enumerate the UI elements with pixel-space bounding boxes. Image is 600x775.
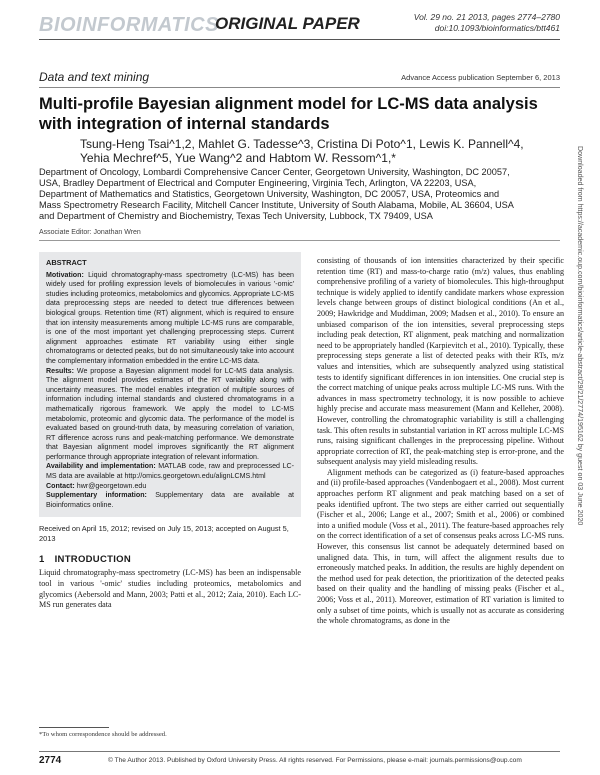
download-note-container	[573, 146, 585, 666]
footnote: *To whom correspondence should be addressed.	[39, 731, 167, 738]
section-number: 1	[39, 554, 45, 566]
left-column	[39, 252, 301, 611]
section-label: Data and text mining	[39, 70, 150, 84]
title-rule	[39, 240, 560, 241]
body-paragraph: Alignment methods can be categorized as (i) feature-based approaches and (ii) profile-based approaches (Vandenbogaert et al., 2008). Most current approaches perform RT alignment and peak matching based on a set of peaks identified upfront. The two steps are either carried out sequentially (Fischer et al., 2006; Lange et al., 2007; Smith et al., 2006) or combined into a unified module (Voss et al., 2011). The feature-based approaches rely on the correct identification of a set of consensus peaks across LC-MS runs. However, this consensus list cannot be adequately determined based on unaligned data. This, in turn, will affect the alignment results due to erroneously matched peaks. In addition, the results are highly dependent on the method used for peak detection, the prioritization of the detected peaks based on their quality and the handling of missing peaks (Fischer et al., 2006; Voss et al., 2011). Moreover, estimation of RT variation is limited to only a subset of time points, which is usually not as accurate as considering the whole chromatograms, as done in the	[317, 467, 564, 626]
footnote-rule	[39, 727, 109, 728]
results-text: We propose a Bayesian alignment model for LC-MS data analysis. The alignment model provides estimates of the RT variability along with uncertainty measures. The model enables integration of multiple sources of information including internal standards and clustered chromatograms in a mathematically rigorous framework. We apply the model to LC-MS metabolomic, proteomic and glycomic data. The performance of the model is evaluated based on ground-truth data, by measuring correlation of variation, RT difference across runs and peak-matching performance. We demonstrate that Bayesian alignment model improves significantly the RT alignment performance through appropriate integration of relevant information.	[46, 366, 294, 461]
contact-email[interactable]: hwr@georgetown.edu	[76, 481, 147, 490]
affiliation-line: Department of Mathematics and Statistics, Georgetown University, Washington, DC 20057, USA, Proteomics and	[39, 189, 500, 199]
abstract-box	[39, 252, 301, 517]
motivation-text: Liquid chromatography-mass spectrometry (LC-MS) has been widely used for profiling expression levels of biomolecules in various '-omic' studies including proteomics, metabolomics and glycomics. Appropriate LC-MS data preprocessing steps are needed to detect true differences between biological groups. Retention time (RT) alignment, which is required to ensure that ion intensity measurements among multiple LC-MS runs are comparable, is one of the most important yet challenging preprocessing steps. Current alignment approaches estimate RT variability using either single chromatograms or detected peaks, but do not simultaneously take into account the complementary information embedded in the entire LC-MS data.	[46, 270, 294, 365]
body-paragraph: consisting of thousands of ion intensities characterized by their specific retention time (RT) and mass-to-charge ratio (m/z) values, thus enabling comprehensive profiling of a variety of biomolecules. This high-throughput technique is widely applied to identify candidate markers whose expression levels change between groups of distinct biological conditions (An et al., 2009; Hawkridge and Muddiman, 2009; Madsen et al., 2010). To ensure an unbiased comparison of the ion intensities, several preprocessing steps including peak detection, RT alignment, peak matching and normalization need to be appropriately handled (Karpievitch et al., 2010). Typically, these preprocessing steps generate a list of detected peaks with their RTs, m/z values and intensities, which are subsequently analyzed using statistical tests to identify significant differences in ion intensities. One crucial step is the correct matching of unique peaks across multiple LC-MS runs. With the advances in mass spectrometry technology, it is now possible to achieve highly precise and accurate mass measurement (Mann and Kelleher, 2008). However, controlling the chromatographic variability is still a challenging task. This often results in substantial variation in RT across multiple LC-MS runs, raising significant challenges in the preprocessing pipeline. Without appropriate correction of RT, the peak-matching step is error-prone, and the subsequent analysis may yield misleading results.	[317, 256, 564, 467]
citation-volume: Vol. 29 no. 21 2013, pages 2774–2780	[413, 12, 560, 22]
supplementary-text: Supplementary data are available at Bioinformatics online.	[46, 491, 294, 509]
section-rule	[39, 87, 560, 88]
author-list	[80, 137, 550, 165]
abstract-results	[46, 367, 294, 463]
paper-title: Multi-profile Bayesian alignment model for LC-MS data analysis with integration of internal standards	[39, 95, 538, 133]
contact-label: Contact:	[46, 481, 75, 490]
introduction-text: Liquid chromatography-mass spectrometry (LC-MS) has been an indispensable tool in various '-omic' studies including proteomics, metabolomics and glycomics (Aebersold and Mann, 2003; Patti et al., 2012; Zaia, 2010). Each LC-MS run generates data	[39, 568, 301, 610]
download-note[interactable]: Downloaded from https://academic.oup.com/bioinformatics/article-abstract/29/21/2774/195162 by guest on 03 June 2020	[576, 146, 584, 526]
author-line-1: Tsung-Heng Tsai^1,2, Mahlet G. Tadesse^3, Cristina Di Poto^1, Lewis K. Pannell^4,	[80, 137, 524, 151]
introduction-heading	[39, 554, 301, 565]
copyright-notice: © The Author 2013. Published by Oxford University Press. All rights reserved. For Permissions, please e-mail: journals.permissions@oup.com	[108, 757, 522, 764]
abstract-supplementary	[46, 491, 294, 510]
section-title: INTRODUCTION	[54, 554, 132, 566]
affiliation-line: Department of Oncology, Lombardi Comprehensive Cancer Center, Georgetown University, Washington, DC 20057,	[39, 167, 510, 177]
associate-editor: Associate Editor: Jonathan Wren	[39, 229, 141, 236]
page-number: 2774	[39, 755, 62, 766]
affiliation-line: Mass Spectrometry Research Facility, Mitchell Cancer Institute, University of South Alabama, Mobile, AL 36604, USA	[39, 200, 514, 210]
right-column	[317, 256, 564, 627]
availability-text[interactable]: MATLAB code, raw and preprocessed LC-MS data are available at http://omics.georgetown.edu/alignLCMS.html	[46, 462, 294, 481]
paper-type: ORIGINAL PAPER	[215, 14, 360, 33]
results-label: Results:	[46, 366, 74, 375]
affiliations	[39, 167, 564, 222]
abstract-contact	[46, 482, 294, 492]
availability-label: Availability and implementation:	[46, 462, 156, 471]
header-rule	[39, 39, 560, 40]
journal-name: BIOINFORMATICS	[39, 14, 219, 36]
affiliation-line: USA, Bradley Department of Electrical and Computer Engineering, Virginia Tech, Arlington, VA 22203, USA,	[39, 178, 477, 188]
abstract-motivation	[46, 271, 294, 367]
supplementary-label: Supplementary information:	[46, 491, 147, 500]
footer-rule	[39, 751, 560, 752]
citation	[414, 12, 560, 34]
affiliation-line: and Department of Chemistry and Biochemistry, Texas Tech University, Lubbock, TX 79409, USA	[39, 211, 433, 221]
advance-access-date: Advance Access publication September 6, 2013	[401, 73, 560, 82]
abstract-heading: ABSTRACT	[46, 258, 87, 267]
motivation-label: Motivation:	[46, 270, 84, 279]
citation-doi[interactable]: doi:10.1093/bioinformatics/btt461	[434, 23, 560, 33]
author-line-2: Yehia Mechref^5, Yue Wang^2 and Habtom W. Ressom^1,*	[80, 151, 396, 165]
received-dates: Received on April 15, 2012; revised on July 15, 2013; accepted on August 5, 2013	[39, 524, 289, 544]
abstract-availability	[46, 462, 294, 481]
